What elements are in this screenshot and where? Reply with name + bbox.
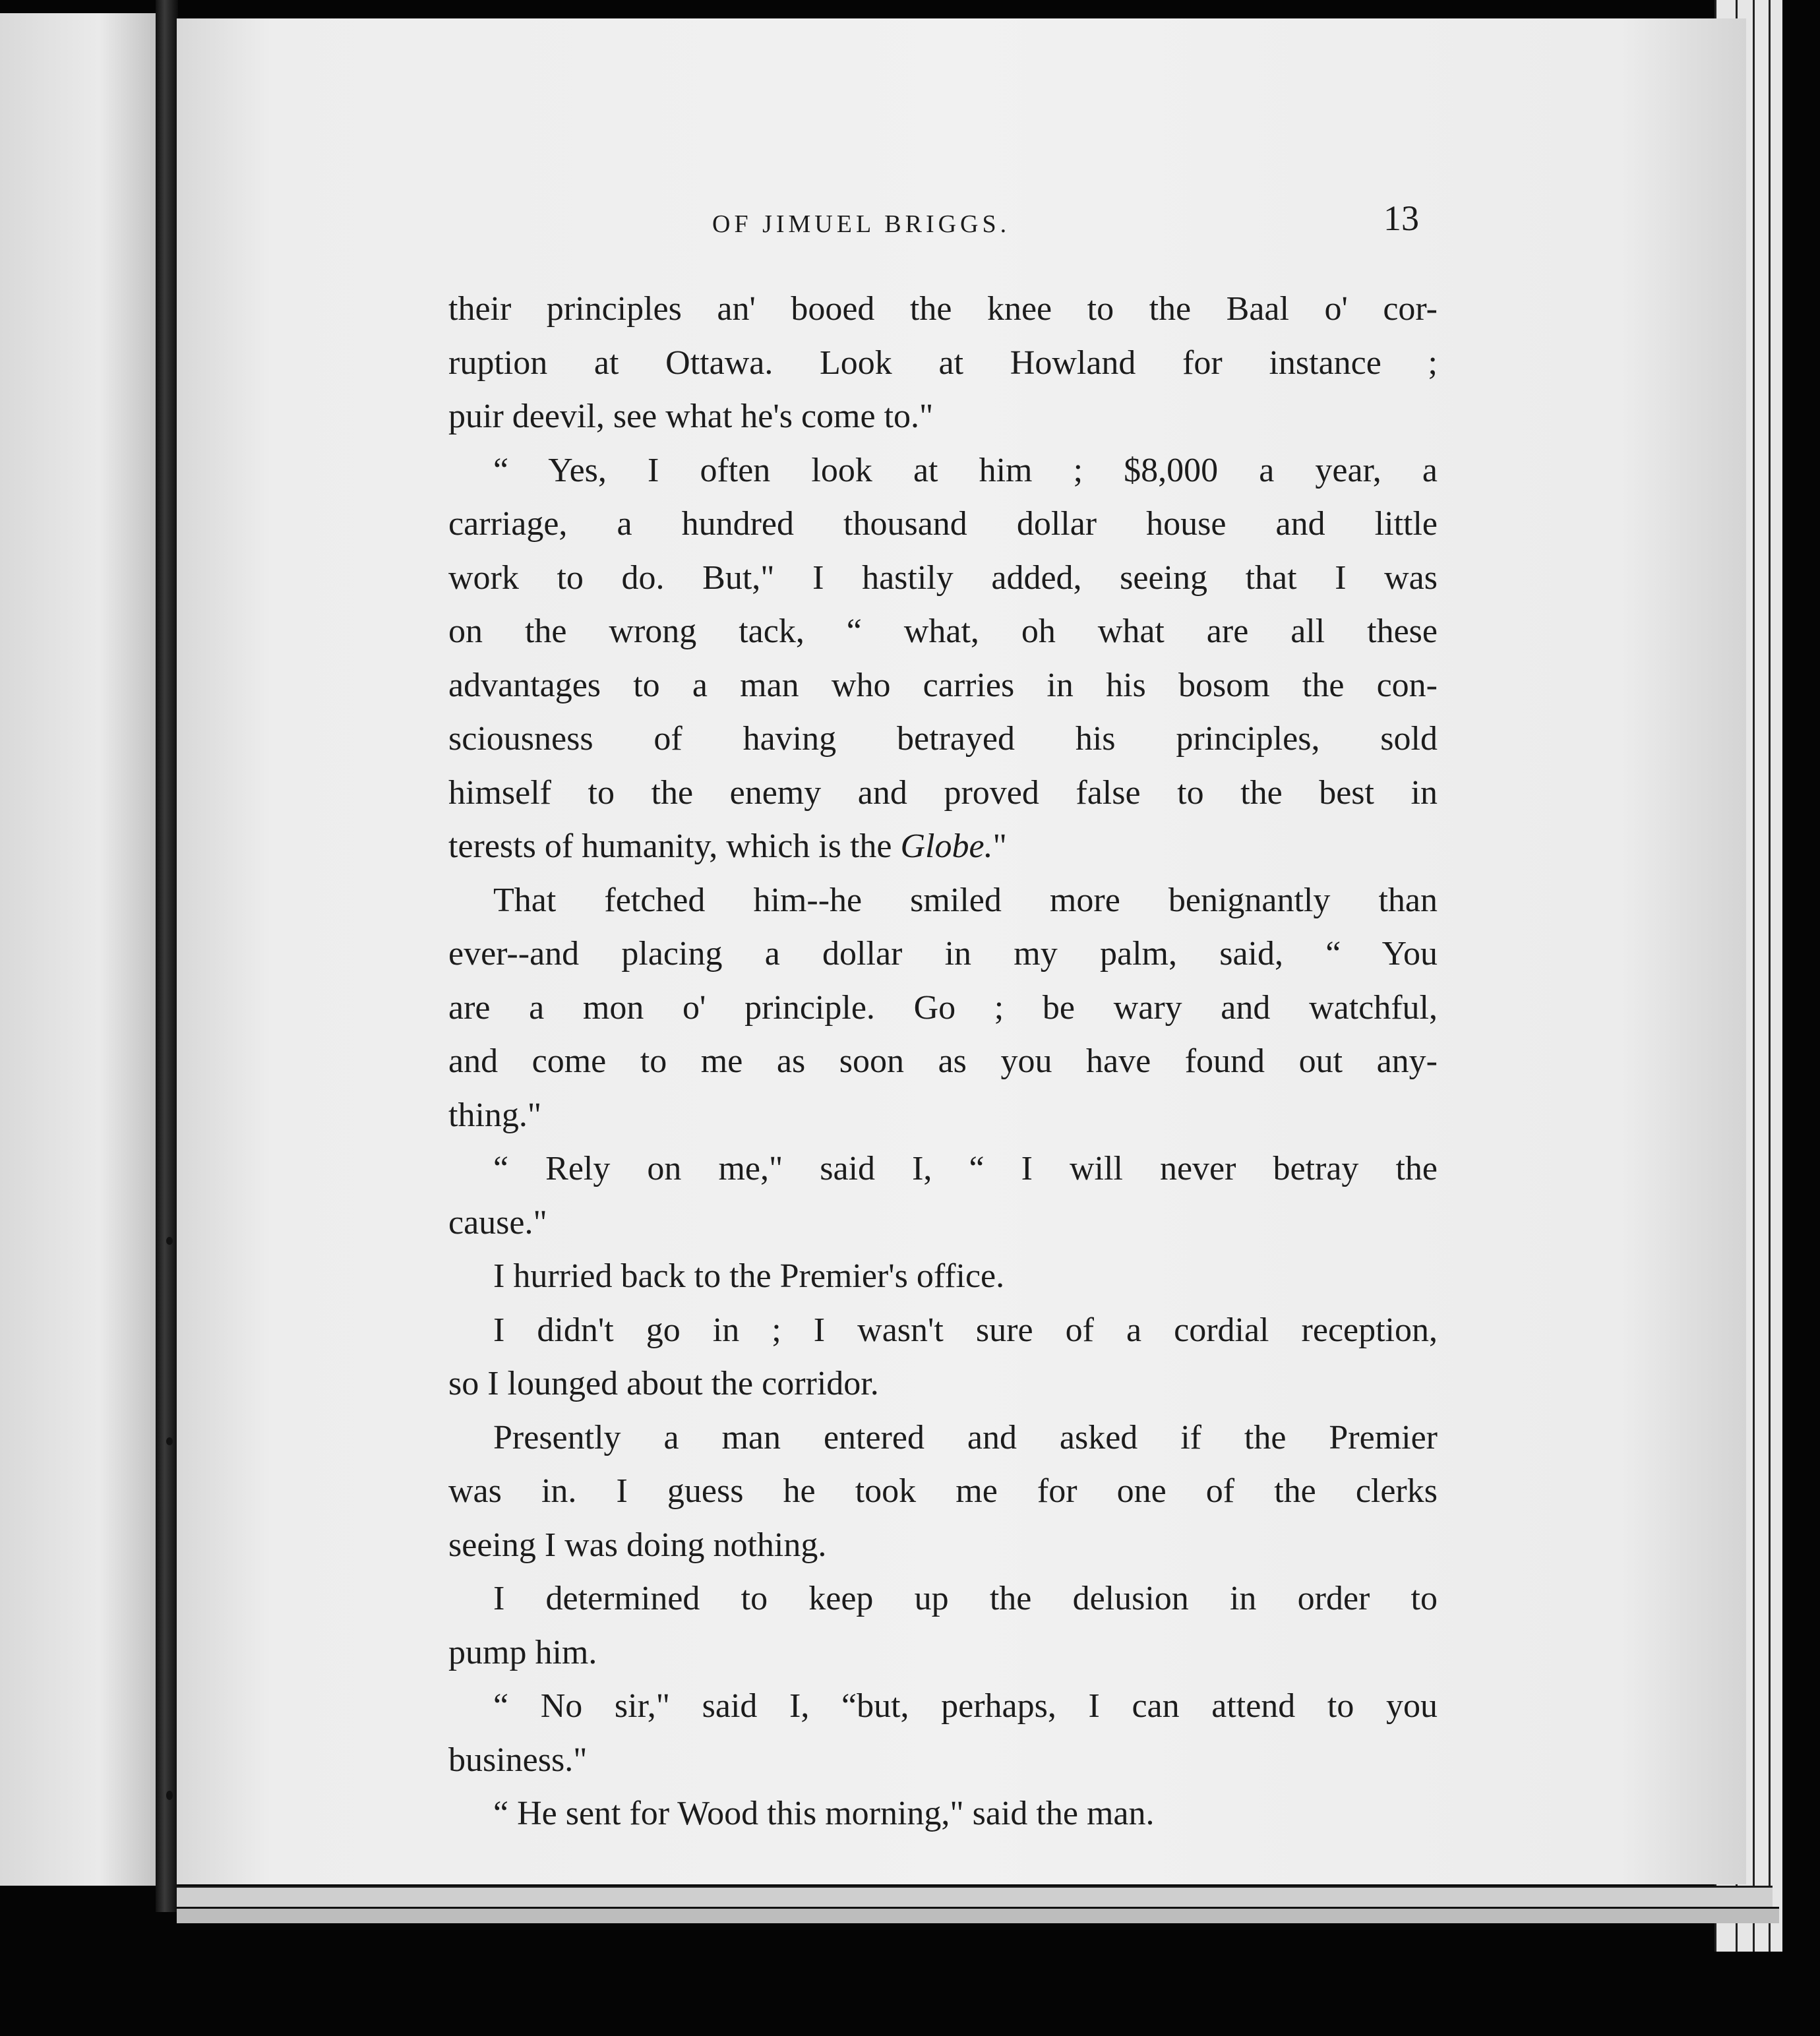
text-line: on the wrong tack, “ what, oh what are all these [448,613,1438,650]
scan-speck [166,1437,173,1445]
text-line: I determined to keep up the delusion in order to [493,1580,1438,1617]
text-line [448,820,1438,874]
text-line: I hurried back to the Premier's office. [493,1257,1005,1295]
text-line: sciousness of having betrayed his principles, sold [448,720,1438,758]
scan-speck [166,1237,173,1245]
text-line: himself to the enemy and proved false to the best in [448,773,1438,812]
text-line: are a mon o' principle. Go ; be wary and watchful, [448,988,1438,1027]
text-line: “ Yes, I often look at him ; $8,000 a year, a [493,451,1438,489]
text-line: “ He sent for Wood this morning," said the man. [493,1795,1155,1832]
text-line: and come to me as soon as you have found out any- [448,1042,1438,1080]
page-edge-stack [1753,0,1769,1952]
text-fragment: terests of humanity, which is the [448,827,901,865]
text-line: ever--and placing a dollar in my palm, said, “ You [448,935,1438,973]
text-line: pump him. [448,1633,597,1671]
running-head: OF JIMUEL BRIGGS. [712,210,1011,238]
text-line: work to do. But," I hastily added, seeing that I was [448,558,1438,597]
page-edge-stack [1769,0,1782,1952]
text-line: That fetched him--he smiled more benignantly than [493,881,1438,919]
page-bottom-edge [177,1907,1779,1923]
text-fragment: " [992,827,1007,865]
newspaper-title: Globe. [900,827,993,865]
text-line: thing." [448,1096,542,1134]
left-facing-page-edge [0,13,165,1886]
text-line: so I lounged about the corridor. [448,1365,879,1402]
text-line: “ Rely on me," said I, “ I will never betray the [493,1150,1438,1187]
book-gutter [156,0,178,1912]
page-number: 13 [1383,198,1419,238]
text-line: Presently a man entered and asked if the Premier [493,1418,1438,1456]
text-line: advantages to a man who carries in his bosom the con- [448,666,1438,704]
text-line: business." [448,1741,588,1779]
text-line: I didn't go in ; I wasn't sure of a cordial reception, [493,1311,1438,1349]
text-line: puir deevil, see what he's come to." [448,398,934,435]
text-line: their principles an' booed the knee to the Baal o' cor- [448,290,1438,328]
text-line: carriage, a hundred thousand dollar house and little [448,505,1438,543]
text-line: “ No sir," said I, “but, perhaps, I can attend to you [493,1687,1438,1725]
text-line: was in. I guess he took me for one of the clerks [448,1472,1438,1510]
body-text [448,282,1438,1841]
page-bottom-edge [177,1886,1773,1907]
text-line: ruption at Ottawa. Look at Howland for instance ; [448,344,1438,382]
text-line: seeing I was doing nothing. [448,1526,827,1564]
text-line: cause." [448,1203,547,1242]
scan-speck [166,1791,173,1800]
